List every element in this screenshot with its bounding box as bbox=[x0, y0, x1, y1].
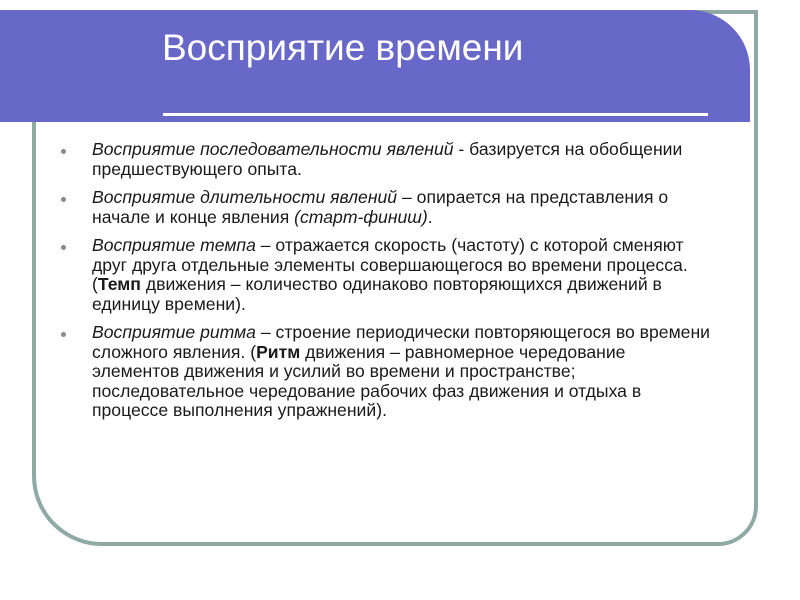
bullet-bold-word: Ритм bbox=[256, 341, 301, 362]
slide-title: Восприятие времени bbox=[162, 27, 524, 68]
title-underline bbox=[163, 113, 708, 116]
bullet-term: Восприятие длительности явлений bbox=[92, 187, 398, 207]
bullet-tail: . bbox=[427, 206, 433, 227]
bullet-tail: движения – количество одинаково повторяющихся движений в единицу времени). bbox=[92, 274, 662, 314]
bullet-text: – опирается на представления о начале и конце явления bbox=[92, 187, 669, 227]
bullet-item-sequence bbox=[55, 140, 715, 179]
bullet-tail: движения – равномерное чередование элементов движения и усилий во времени и пространстве; последовательное чередование рабочих фаз движения и отдыха в процессе выполнения упражнений). bbox=[92, 341, 642, 420]
bullet-dot-icon bbox=[61, 149, 66, 154]
bullet-italic-tail: (старт-финиш) bbox=[294, 206, 428, 227]
bullet-list bbox=[55, 140, 715, 430]
bullet-dot-icon bbox=[61, 197, 66, 202]
bullet-dot-icon bbox=[61, 245, 66, 250]
bullet-text: – отражается скорость (частоту) с которой сменяют друг друга отдельные элементы совершающегося во времени процесса. ( bbox=[92, 235, 688, 294]
bullet-item-rhythm bbox=[55, 323, 715, 421]
bullet-text: - базируется на обобщении предшествующего опыта. bbox=[92, 139, 683, 179]
bullet-term: Восприятие ритма bbox=[92, 322, 256, 342]
title-band bbox=[0, 10, 750, 122]
bullet-dot-icon bbox=[61, 332, 66, 337]
bullet-item-duration bbox=[55, 188, 715, 227]
bullet-term: Восприятие темпа bbox=[92, 235, 256, 255]
bullet-item-tempo bbox=[55, 236, 715, 314]
bullet-term: Восприятие последовательности явлений bbox=[92, 139, 454, 159]
bullet-text: – строение периодически повторяющегося во времени сложного явления. ( bbox=[92, 322, 711, 362]
bullet-bold-word: Темп bbox=[97, 274, 141, 294]
